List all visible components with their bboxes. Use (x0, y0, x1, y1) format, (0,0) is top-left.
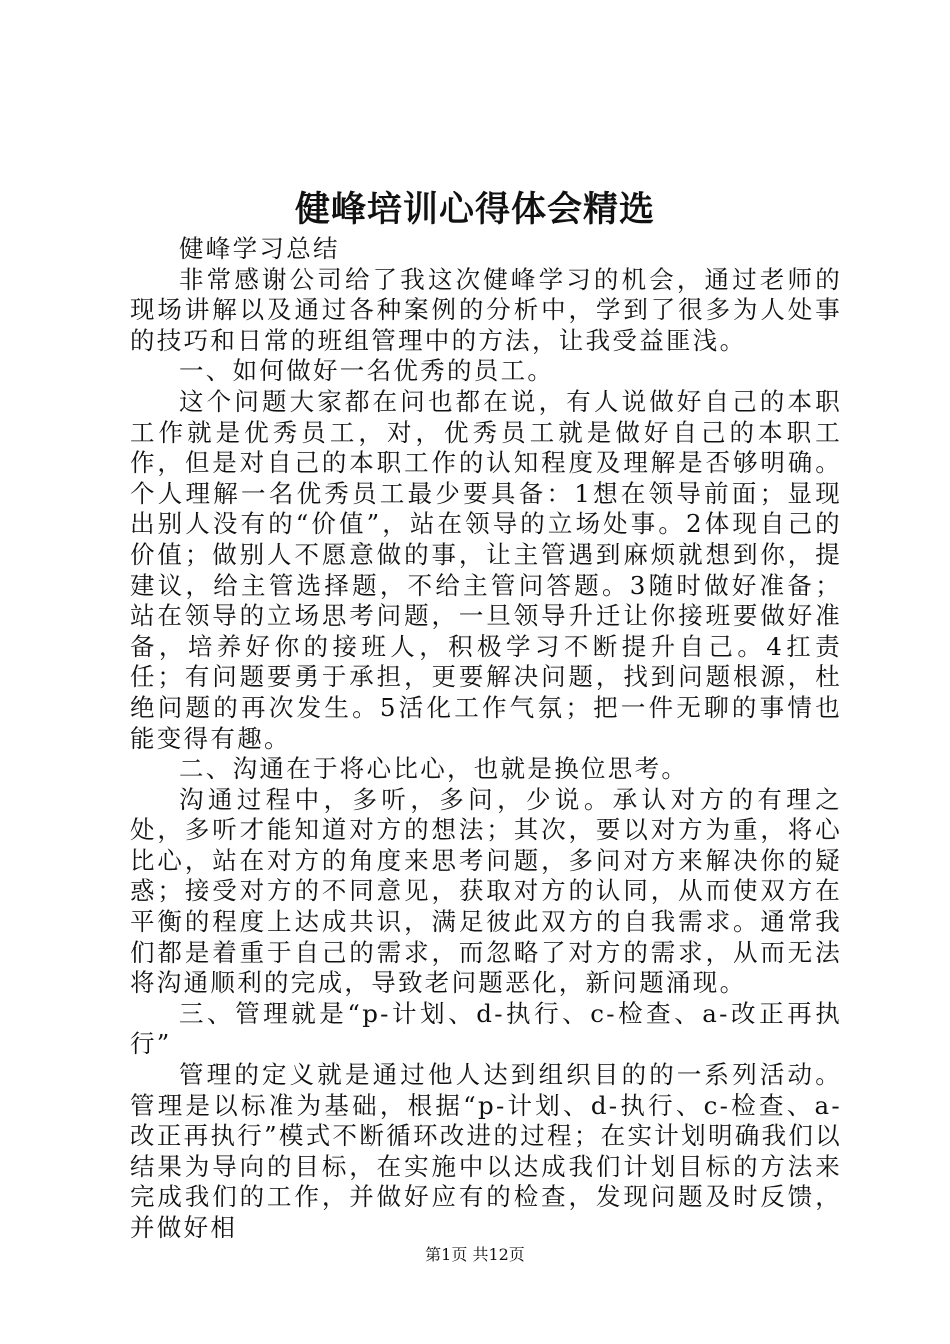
paragraph-3: 管理的定义就是通过他人达到组织目的的一系列活动。管理是以标准为基础，根据“p-计划、d-执行、c-检查、a-改正再执行”模式不断循环改进的过程；在实计划明确我们以结果为导向的目标，在实施中以达成我们计划目标的方法来完成我们的工作，并做好应有的检查，发现问题及时反馈，并做好相 (130, 1060, 842, 1242)
page-footer: 第1页 共12页 (425, 1245, 525, 1264)
document-body (130, 234, 842, 1244)
subheading-3: 三、管理就是“p-计划、d-执行、c-检查、a-改正再执行” (130, 998, 842, 1059)
paragraph-1: 这个问题大家都在问也都在说，有人说做好自己的本职工作就是优秀员工，对，优秀员工就是做好自己的本职工作，但是对自己的本职工作的认知程度及理解是否够明确。个人理解一名优秀员工最少要具备：1想在领导前面；显现出别人没有的“价值”，站在领导的立场处事。2体现自己的价值；做别人不愿意做的事，让主管遇到麻烦就想到你，提建议，给主管选择题，不给主管问答题。3随时做好准备；站在领导的立场思考问题，一旦领导升迁让你接班要做好准备，培养好你的接班人，积极学习不断提升自己。4扛责任；有问题要勇于承担，更要解决问题，找到问题根源，杜绝问题的再次发生。5活化工作气氛；把一件无聊的事情也能变得有趣。 (130, 386, 842, 753)
intro-paragraph: 非常感谢公司给了我这次健峰学习的机会，通过老师的现场讲解以及通过各种案例的分析中，学到了很多为人处事的技巧和日常的班组管理中的方法，让我受益匪浅。 (130, 264, 842, 355)
paragraph-2: 沟通过程中，多听，多问，少说。承认对方的有理之处，多听才能知道对方的想法；其次，要以对方为重，将心比心，站在对方的角度来思考问题，多问对方来解决你的疑惑；接受对方的不同意见，获取对方的认同，从而使双方在平衡的程度上达成共识，满足彼此双方的自我需求。通常我们都是着重于自己的需求，而忽略了对方的需求，从而无法将沟通顺利的完成，导致老问题恶化，新问题涌现。 (130, 784, 842, 998)
document-title: 健峰培训心得体会精选 (294, 189, 655, 230)
subheading-2: 二、沟通在于将心比心，也就是换位思考。 (179, 754, 689, 784)
section-heading: 健峰学习总结 (179, 234, 340, 263)
subheading-1: 一、如何做好一名优秀的员工。 (179, 356, 555, 386)
